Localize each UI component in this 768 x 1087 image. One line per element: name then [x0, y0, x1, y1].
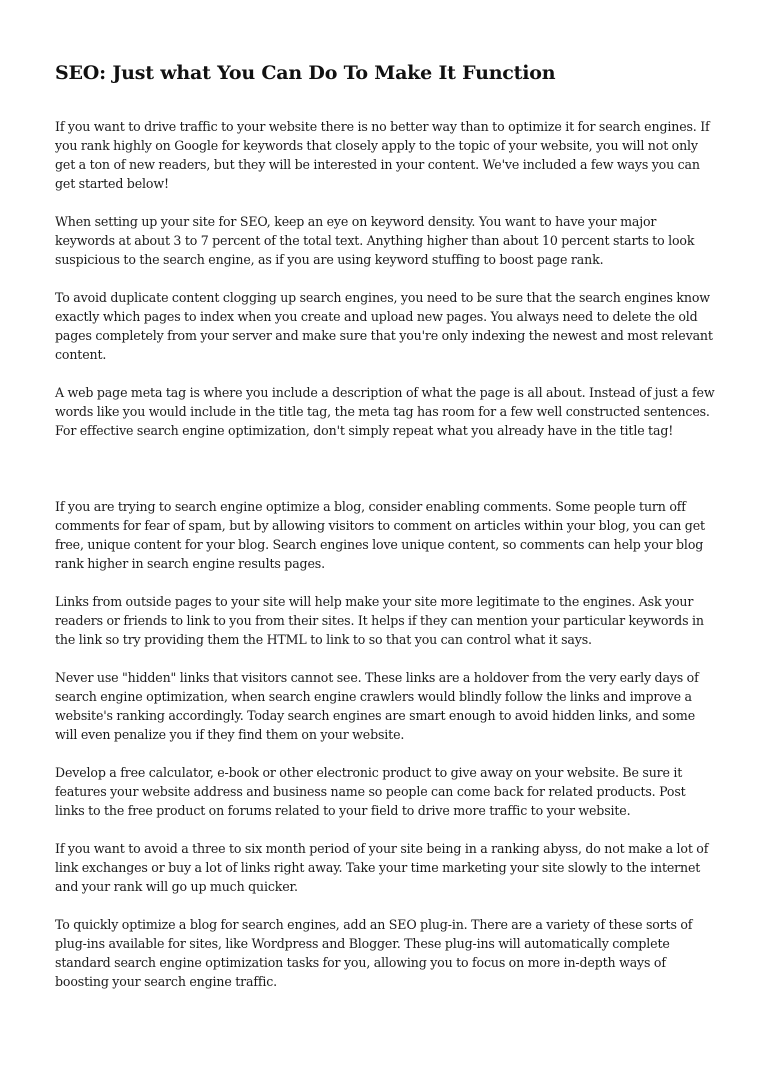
paragraph-ranking-abyss: If you want to avoid a three to six month period of your site being in a ranking abyss, do not make a lot of link exchanges or buy a lot of links right away. Take your time marketing your site slowly to the internet and your rank will go up much quicker. — [55, 841, 709, 894]
paragraph-duplicate-content: To avoid duplicate content clogging up search engines, you need to be sure that the search engines know exactly which pages to index when you create and upload new pages. You always need to delete the old pages completely from your server and make sure that you're only indexing the newest and most relevant content. — [55, 290, 713, 362]
paragraph-intro: If you want to drive traffic to your website there is no better way than to optimize it for search engines. If you rank highly on Google for keywords that closely apply to the topic of your website, you will not only get a ton of new readers, but they will be interested in your content. We've included a few ways you can get started below! — [55, 119, 710, 191]
paragraph-blog-comments: If you are trying to search engine optimize a blog, consider enabling comments. Some people turn off comments for fear of spam, but by allowing visitors to comment on articles within your blog, you can get free, unique content for your blog. Search engines love unique content, so comments can help your blog rank higher in search engine results pages. — [55, 499, 705, 571]
paragraph-hidden-links: Never use "hidden" links that visitors cannot see. These links are a holdover from the very early days of search engine optimization, when search engine crawlers would blindly follow the links and improve a website's ranking accordingly. Today search engines are smart enough to avoid hidden links, and some will even penalize you if they find them on your website. — [55, 670, 699, 742]
document-page — [55, 58, 715, 1010]
paragraph-free-product: Develop a free calculator, e-book or other electronic product to give away on your website. Be sure it features your website address and business name so people can come back for related products. Post links to the free product on forums related to your field to drive more traffic to your website. — [55, 765, 686, 818]
document-title: SEO: Just what You Can Do To Make It Function — [55, 62, 556, 84]
paragraph-keyword-density: When setting up your site for SEO, keep an eye on keyword density. You want to have your major keywords at about 3 to 7 percent of the total text. Anything higher than about 10 percent starts to look suspicious to the search engine, as if you are using keyword stuffing to boost page rank. — [55, 214, 695, 267]
paragraph-meta-tag: A web page meta tag is where you include a description of what the page is all about. Instead of just a few words like you would include in the title tag, the meta tag has room for a few well constructed sentences. For effective search engine optimization, don't simply repeat what you already have in the title tag! — [55, 385, 715, 438]
blank-spacer — [55, 459, 715, 497]
paragraph-seo-plugin: To quickly optimize a blog for search engines, add an SEO plug-in. There are a variety of these sorts of plug-ins available for sites, like Wordpress and Blogger. These plug-ins will automatically complete standard search engine optimization tasks for you, allowing you to focus on more in-depth ways of boosting your search engine traffic. — [55, 917, 693, 989]
paragraph-outside-links: Links from outside pages to your site will help make your site more legitimate to the engines. Ask your readers or friends to link to you from their sites. It helps if they can mention your particular keywords in the link so try providing them the HTML to link to so that you can control what it says. — [55, 594, 704, 647]
